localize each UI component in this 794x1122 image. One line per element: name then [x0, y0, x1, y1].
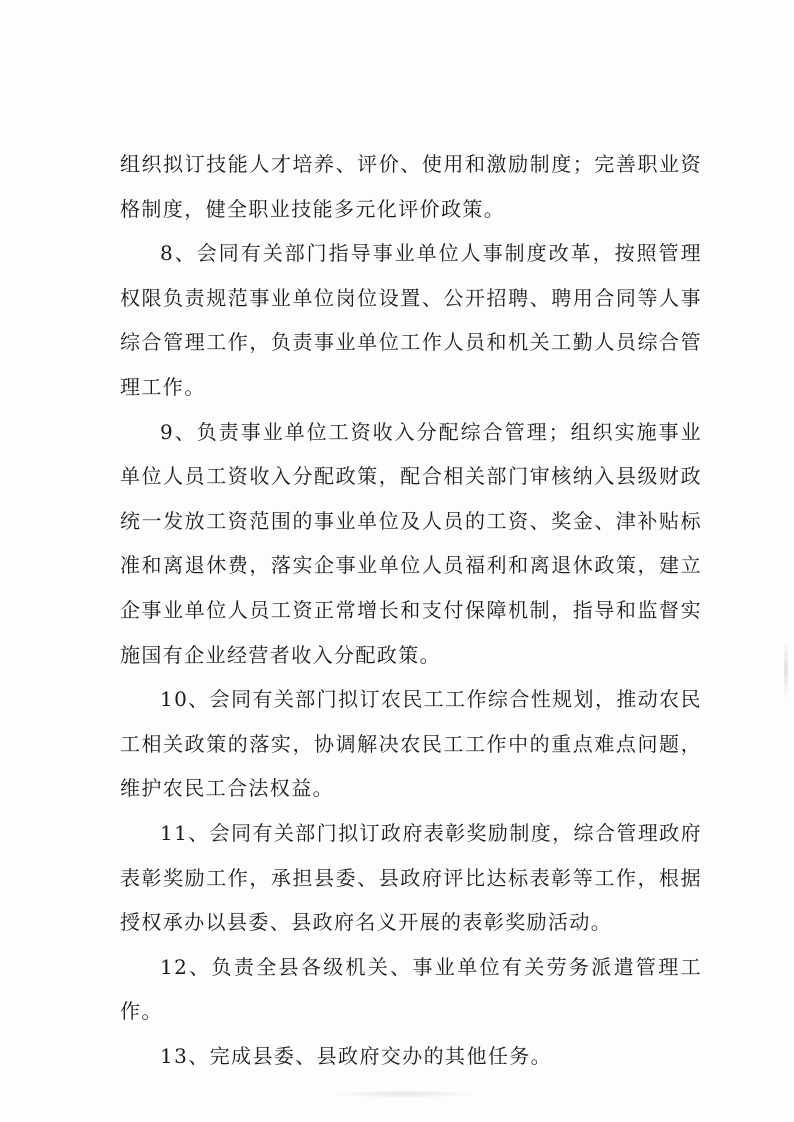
- scan-edge-mark: [784, 640, 788, 700]
- paragraph-continuation: 组织拟订技能人才培养、评价、使用和激励制度；完善职业资格制度，健全职业技能多元化评价政策。: [120, 152, 702, 221]
- paragraph-item-9: 9、负责事业单位工资收入分配综合管理；组织实施事业单位人员工资收入分配政策，配合相关部门审核纳入县级财政统一发放工资范围的事业单位及人员的工资、奖金、津补贴标准和离退休费，落实企事业单位人员福利和离退休政策，建立企事业单位人员工资正常增长和支付保障机制，指导和监督实施国有企业经营者收入分配政策。: [120, 419, 702, 667]
- paragraph-item-12: 12、负责全县各级机关、事业单位有关劳务派遣管理工作。: [120, 954, 702, 1024]
- paragraph-item-13: 13、完成县委、县政府交办的其他任务。: [160, 1043, 553, 1068]
- paragraph-item-8: 8、会同有关部门指导事业单位人事制度改革，按照管理权限负责规范事业单位岗位设置、公开招聘、聘用合同等人事综合管理工作，负责事业单位工作人员和机关工勤人员综合管理工作。: [120, 241, 702, 399]
- document-body: [120, 142, 702, 1078]
- paragraph-item-11: 11、会同有关部门拟订政府表彰奖励制度，综合管理政府表彰奖励工作，承担县委、县政府评比达标表彰等工作，根据授权承办以县委、县政府名义开展的表彰奖励活动。: [120, 820, 702, 935]
- paragraph-item-10: 10、会同有关部门拟订农民工工作综合性规划，推动农民工相关政策的落实，协调解决农民工工作中的重点难点问题，维护农民工合法权益。: [120, 687, 702, 801]
- scan-smudge: [330, 1090, 480, 1098]
